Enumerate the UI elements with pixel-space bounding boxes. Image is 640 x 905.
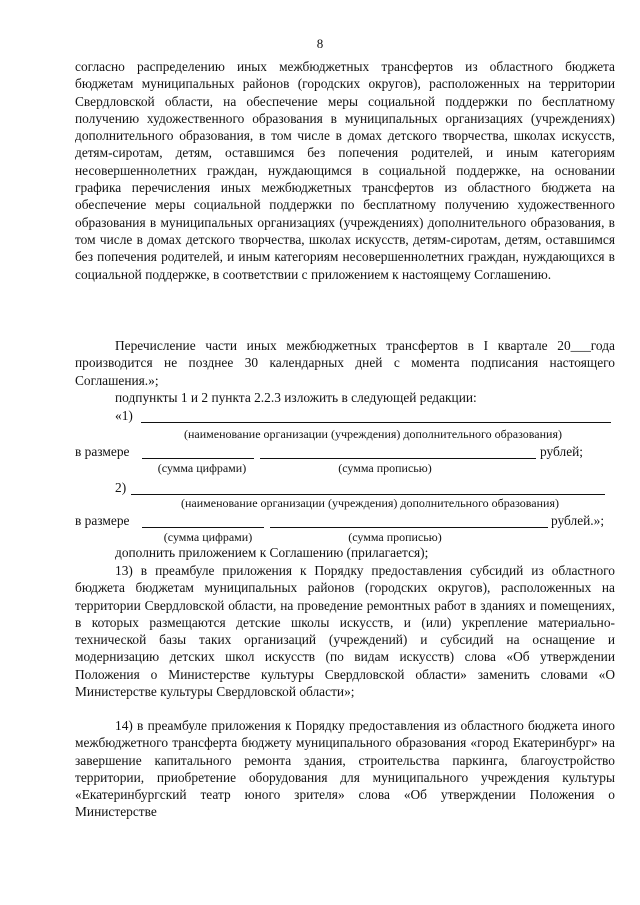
item-1-words-caption: (сумма прописью) xyxy=(338,461,432,475)
item-1-label: «1) xyxy=(115,408,133,423)
page-number: 8 xyxy=(316,36,324,51)
paragraph-add-appendix: дополнить приложением к Соглашению (прилагается); xyxy=(115,545,429,560)
item-1-digits-caption: (сумма цифрами) xyxy=(157,461,247,475)
item-1-org-caption: (наименование организации (учреждения) дополнительного образования) xyxy=(184,427,562,441)
item-1-words-blank xyxy=(260,458,536,459)
item-1-currency: рублей; xyxy=(540,444,584,459)
item-2-words-caption: (сумма прописью) xyxy=(348,530,442,544)
item-2-org-caption: (наименование организации (учреждения) дополнительного образования) xyxy=(181,496,559,510)
item-1-amount-label: в размере xyxy=(75,444,130,459)
item-2-currency: рублей.»; xyxy=(551,513,605,528)
item-1-org-blank xyxy=(141,422,611,423)
item-2-label: 2) xyxy=(115,480,127,495)
paragraph-subpoints: подпункты 1 и 2 пункта 2.2.3 изложить в следующей редакции: xyxy=(115,390,477,405)
paragraph-item-13: 13) в преамбуле приложения к Порядку предоставления субсидий из областного бюджета бюджетам муниципальных районов (городских округов), расположенных на территории Свердловской области, на проведение ремонтных работ в зданиях и помещениях, в которых размещаются детские школы искусств, и (или) укрепление материально-технической базы таких организаций (учреждений) и субсидий на оснащение и модернизацию детских школ искусств (по видам искусств) слова «Об утверждении Положения о Министерстве культуры Свердловской области» заменить словами «О Министерстве культуры Свердловской области»; xyxy=(75,563,615,700)
paragraph-first-quarter: Перечисление части иных межбюджетных трансфертов в I квартале 20___года производится не позднее 30 календарных дней с момента подписания настоящего Соглашения.»; xyxy=(75,338,615,388)
paragraph-item-14: 14) в преамбуле приложения к Порядку предоставления из областного бюджета иного межбюджетного трансферта бюджету муниципального образования «город Екатеринбург» на завершение капитального ремонта здания, строительства паркинга, благоустройство территории, приобретение оборудования для муниципального учреждения культуры «Екатеринбургский театр юного зрителя» слова «Об утверждении Положения о Министерстве xyxy=(75,718,615,820)
item-2-amount-label: в размере xyxy=(75,513,130,528)
paragraph-transfer-distribution: согласно распределению иных межбюджетных трансфертов из областного бюджета бюджетам муниципальных районов (городских округов), расположенных на территории Свердловской области, на обеспечение меры социальной поддержки по бесплатному получению художественного образования в муниципальных организациях (учреждениях) дополнительного образования, в том числе в домах детского творчества, школах искусств, детям-сиротам, детям, оставшимся без попечения родителей, и иным категориям несовершеннолетних граждан, нуждающимся в социальной поддержке, на основании графика перечисления иных межбюджетных трансфертов из областного бюджета на обеспечение меры социальной поддержки по бесплатному получению художественного образования в муниципальных организациях (учреждениях) дополнительного образования, в том числе в домах детского творчества, школах искусств, детям-сиротам, детям, оставшимся без попечения родителей, и иным категориям несовершеннолетних граждан, нуждающихся в социальной поддержке, в соответствии с приложением к настоящему Соглашению. xyxy=(75,59,615,282)
item-2-digits-caption: (сумма цифрами) xyxy=(163,530,253,544)
item-2-digits-blank xyxy=(142,527,264,528)
item-1-digits-blank xyxy=(142,458,254,459)
item-2-org-blank xyxy=(131,494,605,495)
item-2-words-blank xyxy=(270,527,548,528)
